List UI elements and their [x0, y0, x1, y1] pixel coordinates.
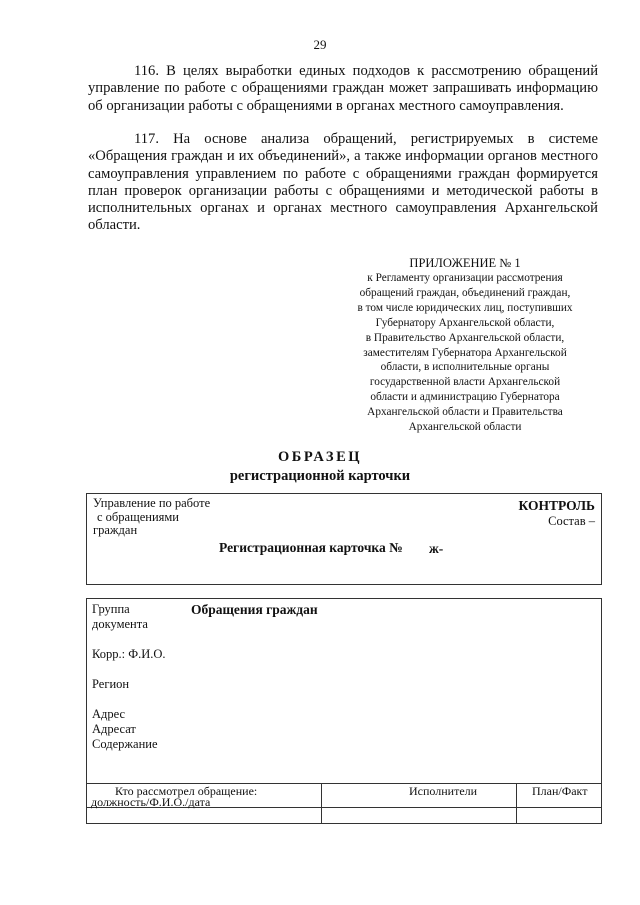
page-number: 29 — [313, 37, 327, 52]
registration-card-body-box — [86, 598, 602, 824]
registration-card-number-label: Регистрационная карточка № — [219, 540, 403, 555]
content-label: Содержание — [92, 737, 158, 751]
department-line: граждан — [93, 523, 138, 537]
executors-header: Исполнители — [409, 784, 478, 798]
registration-card-suffix: ж- — [429, 541, 444, 556]
appendix-line: заместителям Губернатора Архангельской — [363, 346, 567, 359]
appendix-line: в Правительство Архангельской области, — [365, 331, 565, 344]
sample-title: ОБРАЗЕЦ — [277, 449, 363, 465]
appendix-line: области и администрацию Губернатора — [370, 391, 560, 404]
addressee-label: Адресат — [92, 722, 136, 736]
group-value: Обращения граждан — [191, 602, 318, 617]
appendix-caption — [330, 271, 600, 435]
reviewed-by-subheader: должность/Ф.И.О./дата — [91, 795, 211, 809]
appendix-line: в том числе юридических лиц, поступивших — [357, 301, 573, 314]
appendix-line: Губернатору Архангельской области, — [375, 316, 555, 329]
control-label: КОНТРОЛЬ — [518, 498, 595, 513]
appendix-line: Архангельской области — [408, 421, 522, 434]
table-column-divider — [516, 783, 517, 823]
appendix-title: ПРИЛОЖЕНИЕ № 1 — [409, 256, 521, 270]
sample-subtitle: регистрационной карточки — [229, 468, 411, 484]
appendix-line: государственной власти Архангельской — [369, 376, 561, 389]
region-label: Регион — [92, 677, 130, 691]
correspondent-label: Корр.: Ф.И.О. — [92, 647, 166, 661]
department-label — [93, 497, 210, 538]
document-label: документа — [92, 617, 148, 631]
department-line: Управление по работе — [93, 496, 211, 510]
paragraph-117: 117. На основе анализа обращений, регистрируемых в системе «Обращения граждан и их объединений», а также информации органов местного самоуправления управлением по работе с обращениями граждан формируется план проверок организации работы с обращениями и методической работы в исполнительных органах и органах местного самоуправления Архангельской области. — [88, 131, 598, 234]
reviewed-by-header: Кто рассмотрел обращение: — [115, 784, 258, 798]
appendix-line: к Регламенту организации рассмотрения — [367, 272, 563, 284]
appendix-line: области, в исполнительные органы — [380, 361, 550, 374]
address-label: Адрес — [92, 707, 126, 721]
department-line: с обращениями — [97, 509, 179, 524]
table-column-divider — [321, 783, 322, 823]
composition-label: Состав – — [548, 514, 595, 528]
appendix-line: Архангельской области и Правительства — [367, 406, 563, 419]
paragraph-116: 116. В целях выработки единых подходов к рассмотрению обращений управление по работе с обращениями граждан может запрашивать информацию об организации работы с обращениями в органах местного самоуправления. — [88, 63, 598, 114]
group-label: Группа — [92, 602, 130, 616]
registration-card-header-box — [86, 493, 602, 585]
appendix-line: обращений граждан, объединений граждан, — [359, 286, 571, 299]
plan-fact-header: План/Факт — [532, 784, 588, 798]
